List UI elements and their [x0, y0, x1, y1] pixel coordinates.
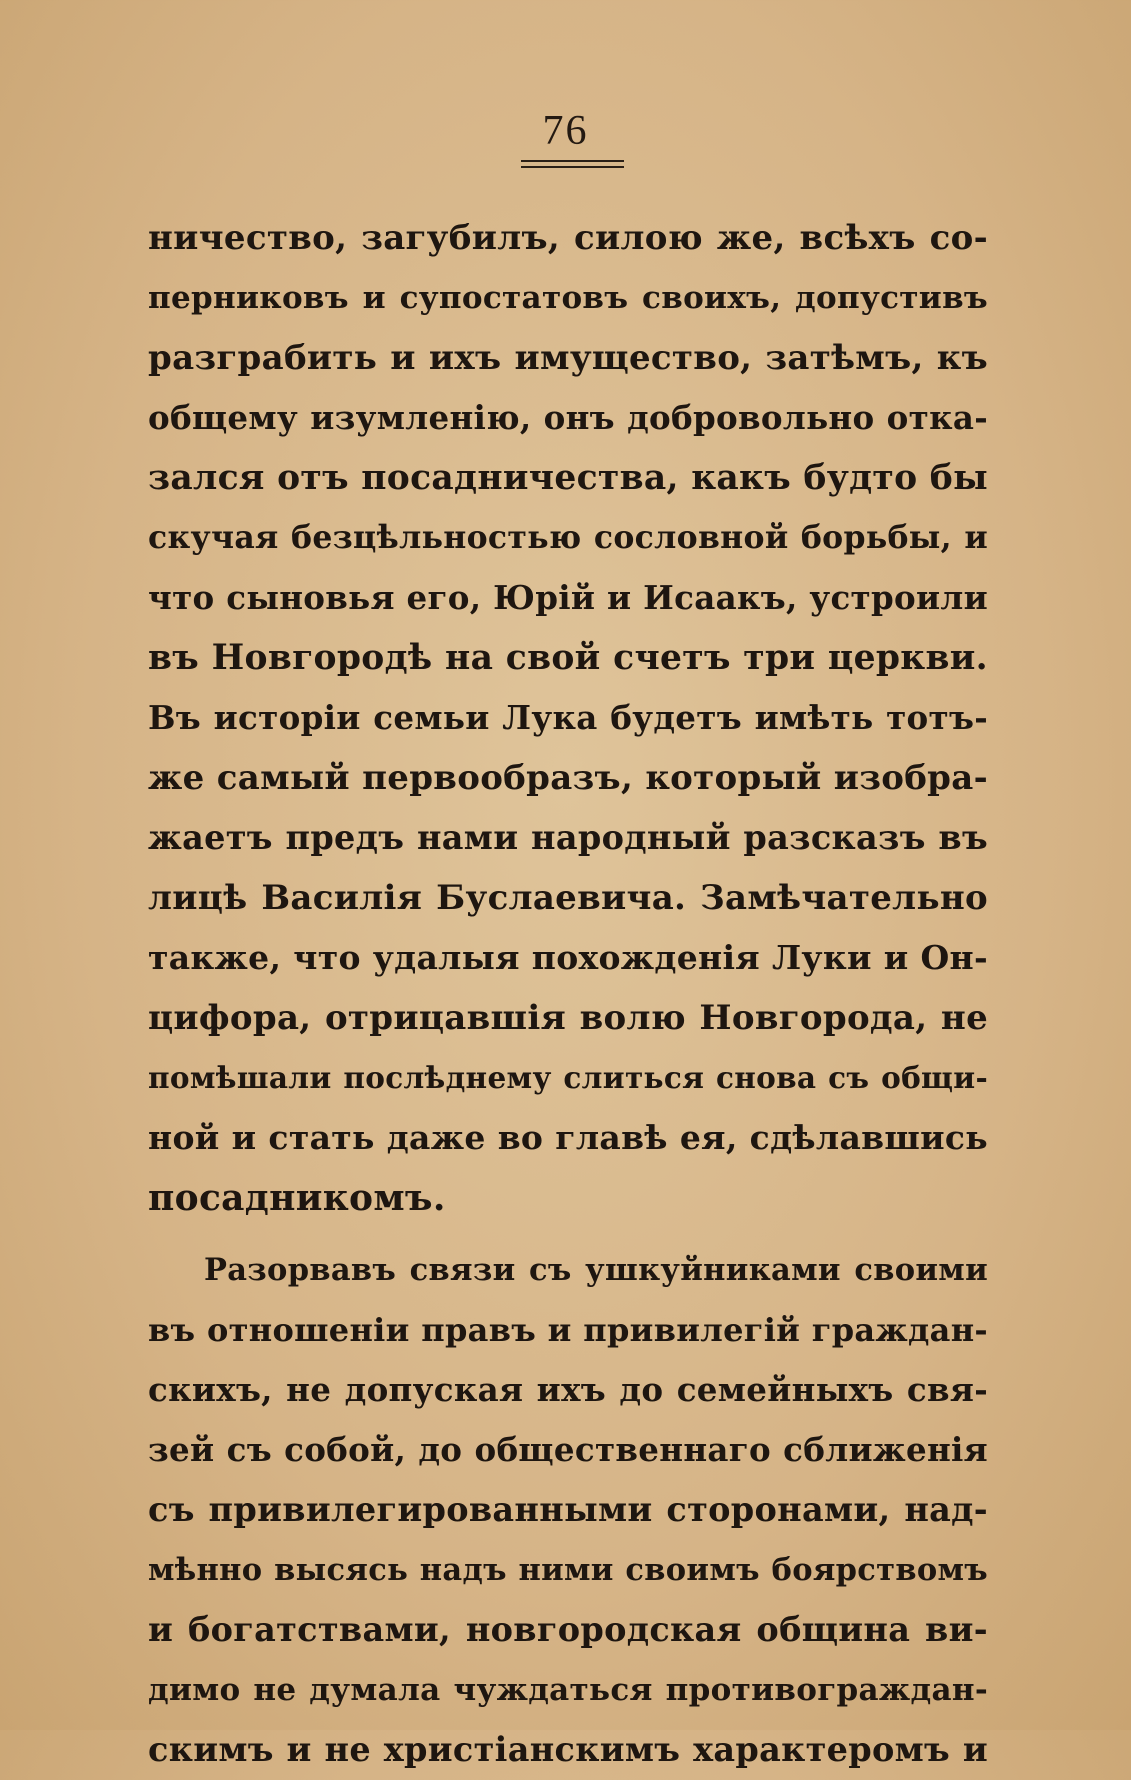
text-line: посадникомъ.: [148, 1177, 446, 1219]
text-line: скучая безцѣльностью сословной борьбы, и: [148, 519, 988, 556]
text-line: въ Новгородѣ на свой счетъ три церкви.: [148, 638, 988, 678]
text-line: помѣшали послѣднему слиться снова съ общи-: [148, 1060, 988, 1095]
text-line: также, что удалыя похожденія Луки и Он-: [148, 938, 988, 977]
text-line: и богатствами, новгородская община ви-: [148, 1610, 988, 1649]
page-number: 76: [542, 108, 589, 154]
text-line: общему изумленію, онъ добровольно отка-: [148, 398, 988, 437]
page-number-rule-top: [521, 160, 624, 162]
text-line: скимъ и не христіанскимъ характеромъ и: [148, 1730, 988, 1769]
text-line: жаетъ предъ нами народный разсказъ въ: [148, 818, 988, 857]
text-line: зался отъ посадничества, какъ будто бы: [148, 458, 988, 498]
text-line: перниковъ и супостатовъ своихъ, допустивъ: [148, 280, 988, 316]
paragraph-1: [148, 208, 988, 1228]
text-line: ничество, загубилъ, силою же, всѣхъ со-: [148, 218, 988, 258]
text-line: цифора, отрицавшія волю Новгорода, не: [148, 998, 988, 1038]
text-line: съ привилегированными сторонами, над-: [148, 1490, 988, 1529]
text-line: димо не думала чуждаться противограждан-: [148, 1672, 988, 1708]
text-line: мѣнно высясь надъ ними своимъ боярствомъ: [148, 1552, 988, 1588]
text-line: разграбить и ихъ имущество, затѣмъ, къ: [148, 338, 988, 378]
text-line: ной и стать даже во главѣ ея, сдѣлавшись: [148, 1118, 988, 1157]
text-line: зей съ собой, до общественнаго сближенія: [148, 1430, 988, 1469]
paragraph-gap: [148, 1228, 988, 1240]
text-line: что сыновья его, Юрій и Исаакъ, устроили: [148, 578, 988, 617]
page-number-rule-bottom: [521, 166, 624, 168]
text-line: скихъ, не допуская ихъ до семейныхъ свя-: [148, 1370, 988, 1409]
text-line: лицѣ Василія Буслаевича. Замѣчательно: [148, 878, 988, 918]
body-text: [148, 208, 988, 1780]
text-line: Разорвавъ связи съ ушкуйниками своими: [204, 1252, 988, 1288]
text-line: въ отношеніи правъ и привилегій граждан-: [148, 1311, 988, 1349]
text-line: же самый первообразъ, который изобра-: [148, 758, 988, 798]
paragraph-2: [148, 1240, 988, 1780]
text-line: Въ исторіи семьи Лука будетъ имѣть тотъ-: [148, 698, 988, 737]
